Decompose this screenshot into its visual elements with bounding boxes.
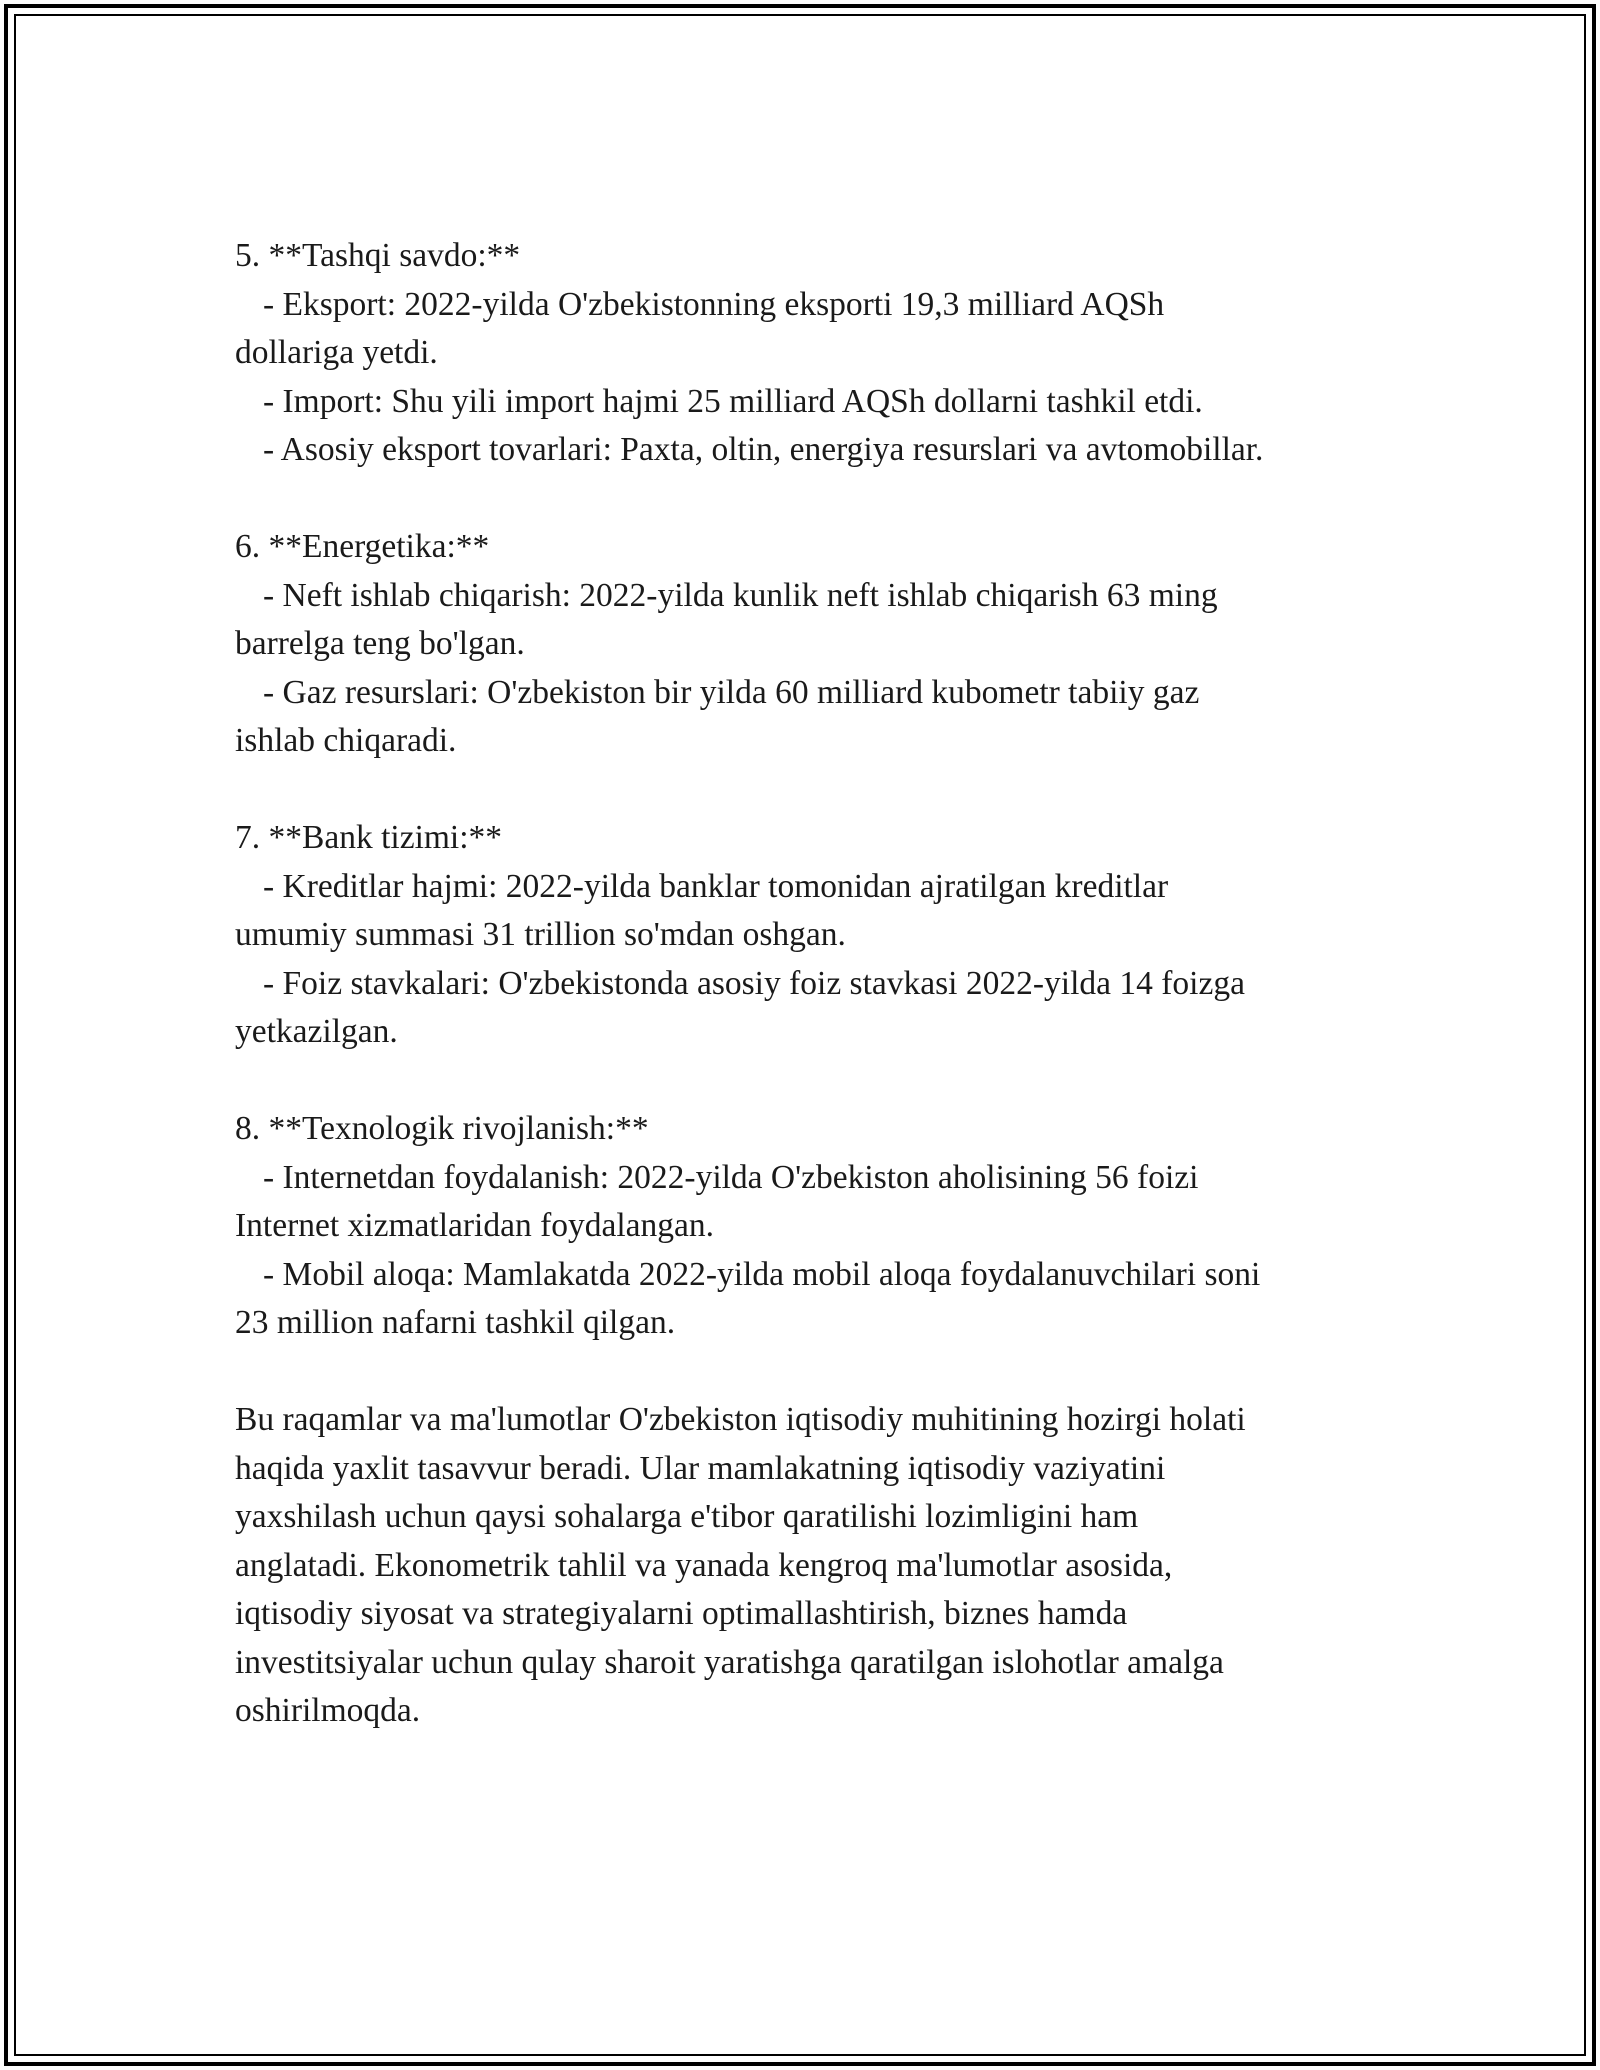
section-bank-tizimi [235,814,1385,1057]
section-heading: 5. **Tashqi savdo:** [235,237,521,274]
section-line: 23 million nafarni tashkil qilgan. [235,1304,676,1341]
section-line: - Asosiy eksport tovarlari: Paxta, oltin, energiya resurslari va avtomobillar. [263,431,1264,468]
document-body [235,232,1385,1736]
conclusion-line: Bu raqamlar va ma'lumotlar O'zbekiston iqtisodiy muhitining hozirgi holati [235,1401,1246,1438]
section-line: dollariga yetdi. [235,334,438,371]
conclusion-line: investitsiyalar uchun qulay sharoit yaratishga qaratilgan islohotlar amalga [235,1643,1224,1681]
section-line: - Gaz resurslari: O'zbekiston bir yilda 60 milliard kubometr tabiiy gaz [263,673,1200,711]
conclusion-line: oshirilmoqda. [235,1692,421,1729]
section-heading: 6. **Energetika:** [235,528,490,565]
conclusion-line: yaxshilash uchun qaysi sohalarga e'tibor qaratilishi lozimligini ham [235,1498,1139,1535]
section-line: Internet xizmatlaridan foydalangan. [235,1207,715,1244]
section-line: ishlab chiqaradi. [235,722,457,759]
section-line: - Foiz stavkalari: O'zbekistonda asosiy foiz stavkasi 2022-yilda 14 foizga [263,964,1245,1002]
section-line: - Mobil aloqa: Mamlakatda 2022-yilda mobil aloqa foydalanuvchilari soni [263,1255,1261,1293]
section-heading: 7. **Bank tizimi:** [235,819,503,856]
section-line: - Eksport: 2022-yilda O'zbekistonning eksporti 19,3 milliard AQSh [263,285,1165,323]
section-line: umumiy summasi 31 trillion so'mdan oshgan. [235,916,846,953]
section-line: barrelga teng bo'lgan. [235,625,525,662]
conclusion-line: anglatadi. Ekonometrik tahlil va yanada kengroq ma'lumotlar asosida, [235,1546,1173,1584]
section-line: - Import: Shu yili import hajmi 25 milliard AQSh dollarni tashkil etdi. [263,382,1203,420]
section-line: - Internetdan foydalanish: 2022-yilda O'zbekiston aholisining 56 foizi [263,1158,1199,1196]
section-line: - Neft ishlab chiqarish: 2022-yilda kunlik neft ishlab chiqarish 63 ming [263,576,1218,614]
section-line: yetkazilgan. [235,1013,398,1050]
section-tashqi-savdo [235,232,1385,475]
conclusion-line: iqtisodiy siyosat va strategiyalarni optimallashtirish, biznes hamda [235,1595,1128,1632]
section-texnologik-rivojlanish [235,1105,1385,1348]
section-energetika [235,523,1385,766]
conclusion-paragraph [235,1396,1385,1736]
section-heading: 8. **Texnologik rivojlanish:** [235,1110,649,1147]
section-line: - Kreditlar hajmi: 2022-yilda banklar tomonidan ajratilgan kreditlar [263,867,1169,905]
conclusion-line: haqida yaxlit tasavvur beradi. Ular mamlakatning iqtisodiy vaziyatini [235,1449,1166,1487]
